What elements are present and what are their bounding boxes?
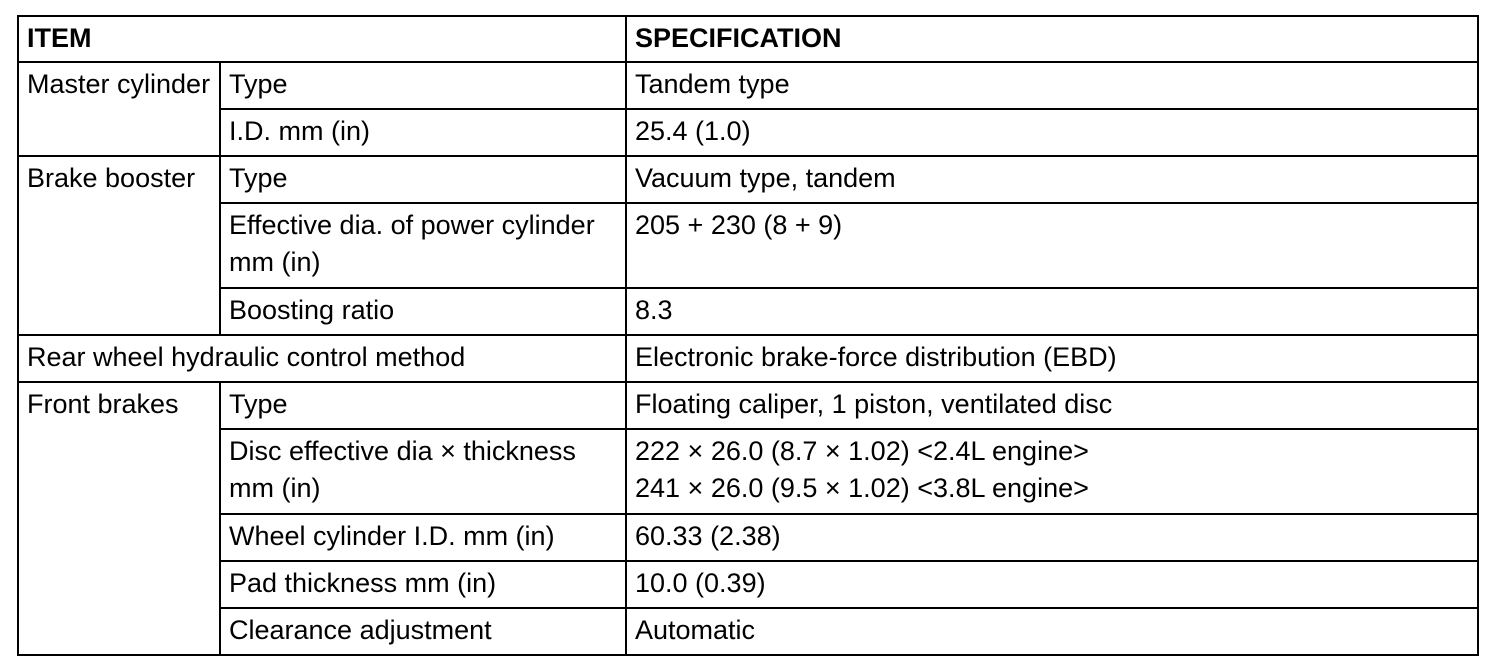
item-cell: Effective dia. of power cylinder mm (in) [220, 203, 626, 288]
header-item: ITEM [18, 16, 626, 62]
spec-cell: 8.3 [626, 288, 1478, 335]
spec-cell: Vacuum type, tandem [626, 156, 1478, 203]
item-cell: Disc effective dia × thickness mm (in) [220, 429, 626, 514]
spec-cell: Automatic [626, 608, 1478, 655]
item-cell: Type [220, 62, 626, 109]
item-cell: Boosting ratio [220, 288, 626, 335]
spec-cell: Electronic brake-force distribution (EBD) [626, 335, 1478, 382]
header-specification: SPECIFICATION [626, 16, 1478, 62]
item-cell: I.D. mm (in) [220, 109, 626, 156]
group-label-brake-booster: Brake booster [18, 156, 220, 335]
item-cell: Pad thickness mm (in) [220, 561, 626, 608]
item-cell-rear-wheel: Rear wheel hydraulic control method [18, 335, 626, 382]
table-row [18, 335, 1478, 382]
table-row [18, 429, 1478, 514]
spec-cell: Tandem type [626, 62, 1478, 109]
table-row [18, 561, 1478, 608]
spec-cell: 222 × 26.0 (8.7 × 1.02) <2.4L engine> 241 × 26.0 (9.5 × 1.02) <3.8L engine> [626, 429, 1478, 514]
spec-cell: 10.0 (0.39) [626, 561, 1478, 608]
specification-table [17, 15, 1479, 656]
item-cell: Clearance adjustment [220, 608, 626, 655]
spec-cell: 60.33 (2.38) [626, 514, 1478, 561]
table-row [18, 288, 1478, 335]
table-row [18, 203, 1478, 288]
group-label-master-cylinder: Master cylinder [18, 62, 220, 156]
table-row [18, 514, 1478, 561]
table-row [18, 608, 1478, 655]
table-row [18, 156, 1478, 203]
spec-cell: Floating caliper, 1 piston, ventilated disc [626, 382, 1478, 429]
item-cell: Wheel cylinder I.D. mm (in) [220, 514, 626, 561]
item-cell: Type [220, 156, 626, 203]
spec-cell: 205 + 230 (8 + 9) [626, 203, 1478, 288]
table-row [18, 62, 1478, 109]
item-cell: Type [220, 382, 626, 429]
table-row [18, 382, 1478, 429]
table-row [18, 109, 1478, 156]
spec-cell: 25.4 (1.0) [626, 109, 1478, 156]
header-row [18, 16, 1478, 62]
group-label-front-brakes: Front brakes [18, 382, 220, 655]
